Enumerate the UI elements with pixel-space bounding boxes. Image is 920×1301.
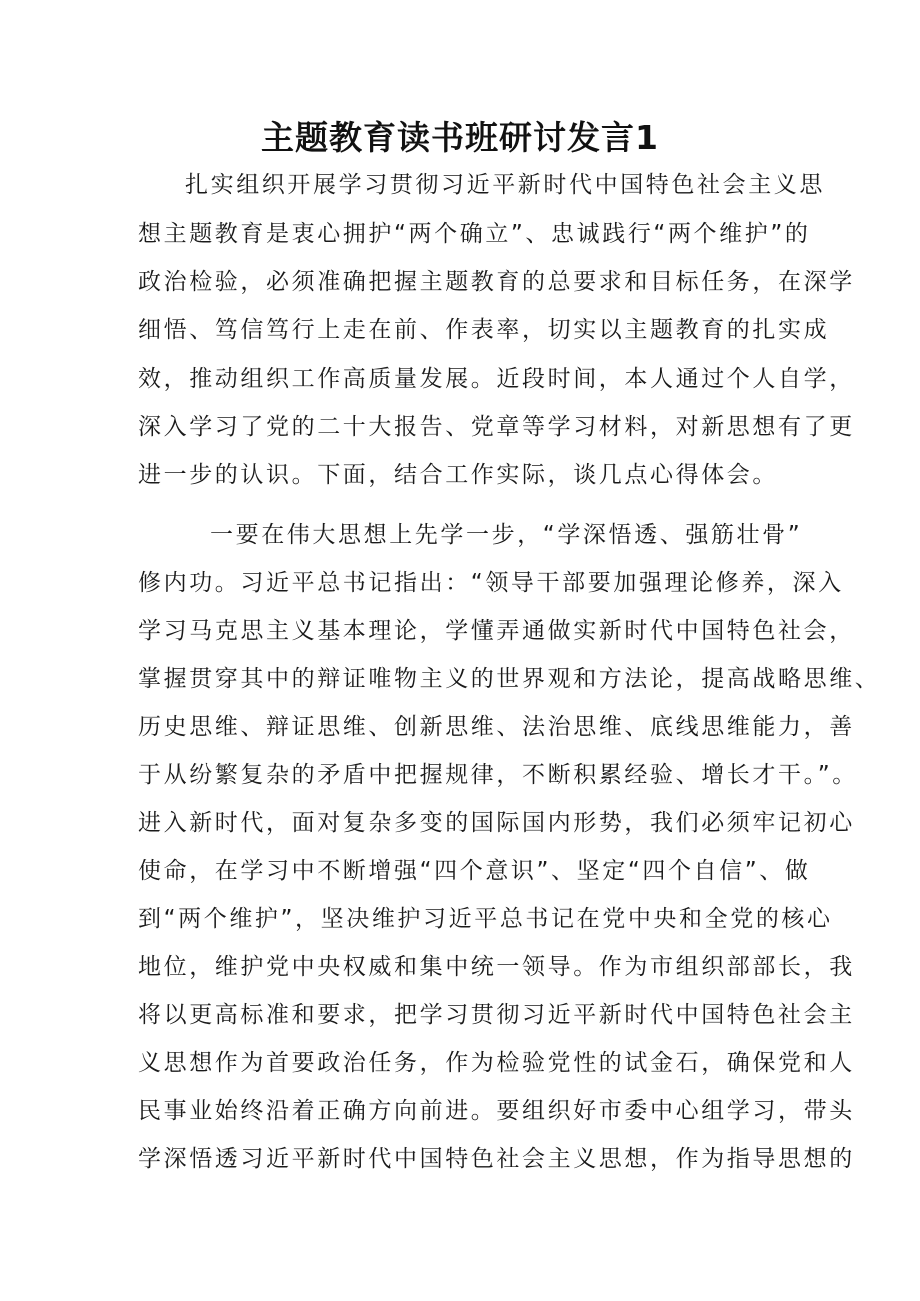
paragraph-1-line-1: 扎实组织开展学习贯彻习近平新时代中国特色社会主义思: [185, 172, 825, 198]
paragraph-2-line-2: 修内功。习近平总书记指出：“领导干部要加强理论修养，深入: [138, 570, 844, 596]
document-title: 主题教育读书班研讨发言1: [261, 118, 659, 157]
paragraph-1-line-3: 政治检验，必须准确把握主题教育的总要求和目标任务，在深学: [138, 269, 855, 295]
paragraph-2-line-5: 历史思维、辩证思维、创新思维、法治思维、底线思维能力，善: [138, 714, 855, 740]
paragraph-2-line-4: 掌握贯穿其中的辩证唯物主义的世界观和方法论，提高战略思维、: [138, 666, 881, 692]
paragraph-2-line-11: 将以更高标准和要求，把学习贯彻习近平新时代中国特色社会主: [138, 1002, 855, 1028]
paragraph-2-line-7: 进入新时代，面对复杂多变的国际国内形势，我们必须牢记初心: [138, 810, 855, 836]
paragraph-1-line-7: 进一步的认识。下面，结合工作实际，谈几点心得体会。: [138, 462, 778, 488]
paragraph-2-line-6: 于从纷繁复杂的矛盾中把握规律，不断积累经验、增长才干。”。: [138, 762, 858, 788]
paragraph-1-line-6: 深入学习了党的二十大报告、党章等学习材料，对新思想有了更: [138, 414, 855, 440]
paragraph-2-line-3: 学习马克思主义基本理论，学懂弄通做实新时代中国特色社会，: [138, 618, 855, 644]
paragraph-2-line-8: 使命，在学习中不断增强“四个意识”、坚定“四个自信”、做: [138, 858, 811, 884]
paragraph-2-line-13: 民事业始终沿着正确方向前进。要组织好市委中心组学习，带头: [138, 1098, 855, 1124]
paragraph-2-line-14: 学深悟透习近平新时代中国特色社会主义思想，作为指导思想的: [138, 1146, 855, 1172]
paragraph-2-line-12: 义思想作为首要政治任务，作为检验党性的试金石，确保党和人: [138, 1050, 855, 1076]
paragraph-1-line-2: 想主题教育是衷心拥护“两个确立”、忠诚践行“两个维护”的: [138, 221, 811, 247]
paragraph-1-line-4: 细悟、笃信笃行上走在前、作表率，切实以主题教育的扎实成: [138, 317, 830, 343]
paragraph-2-line-1: 一要在伟大思想上先学一步，“学深悟透、强筋壮骨”: [210, 522, 803, 548]
paragraph-2-line-9: 到“两个维护”，坚决维护习近平总书记在党中央和全党的核心: [138, 906, 833, 932]
paragraph-2-line-10: 地位，维护党中央权威和集中统一领导。作为市组织部部长，我: [138, 954, 855, 980]
paragraph-1-line-5: 效，推动组织工作高质量发展。近段时间，本人通过个人自学，: [138, 366, 855, 392]
